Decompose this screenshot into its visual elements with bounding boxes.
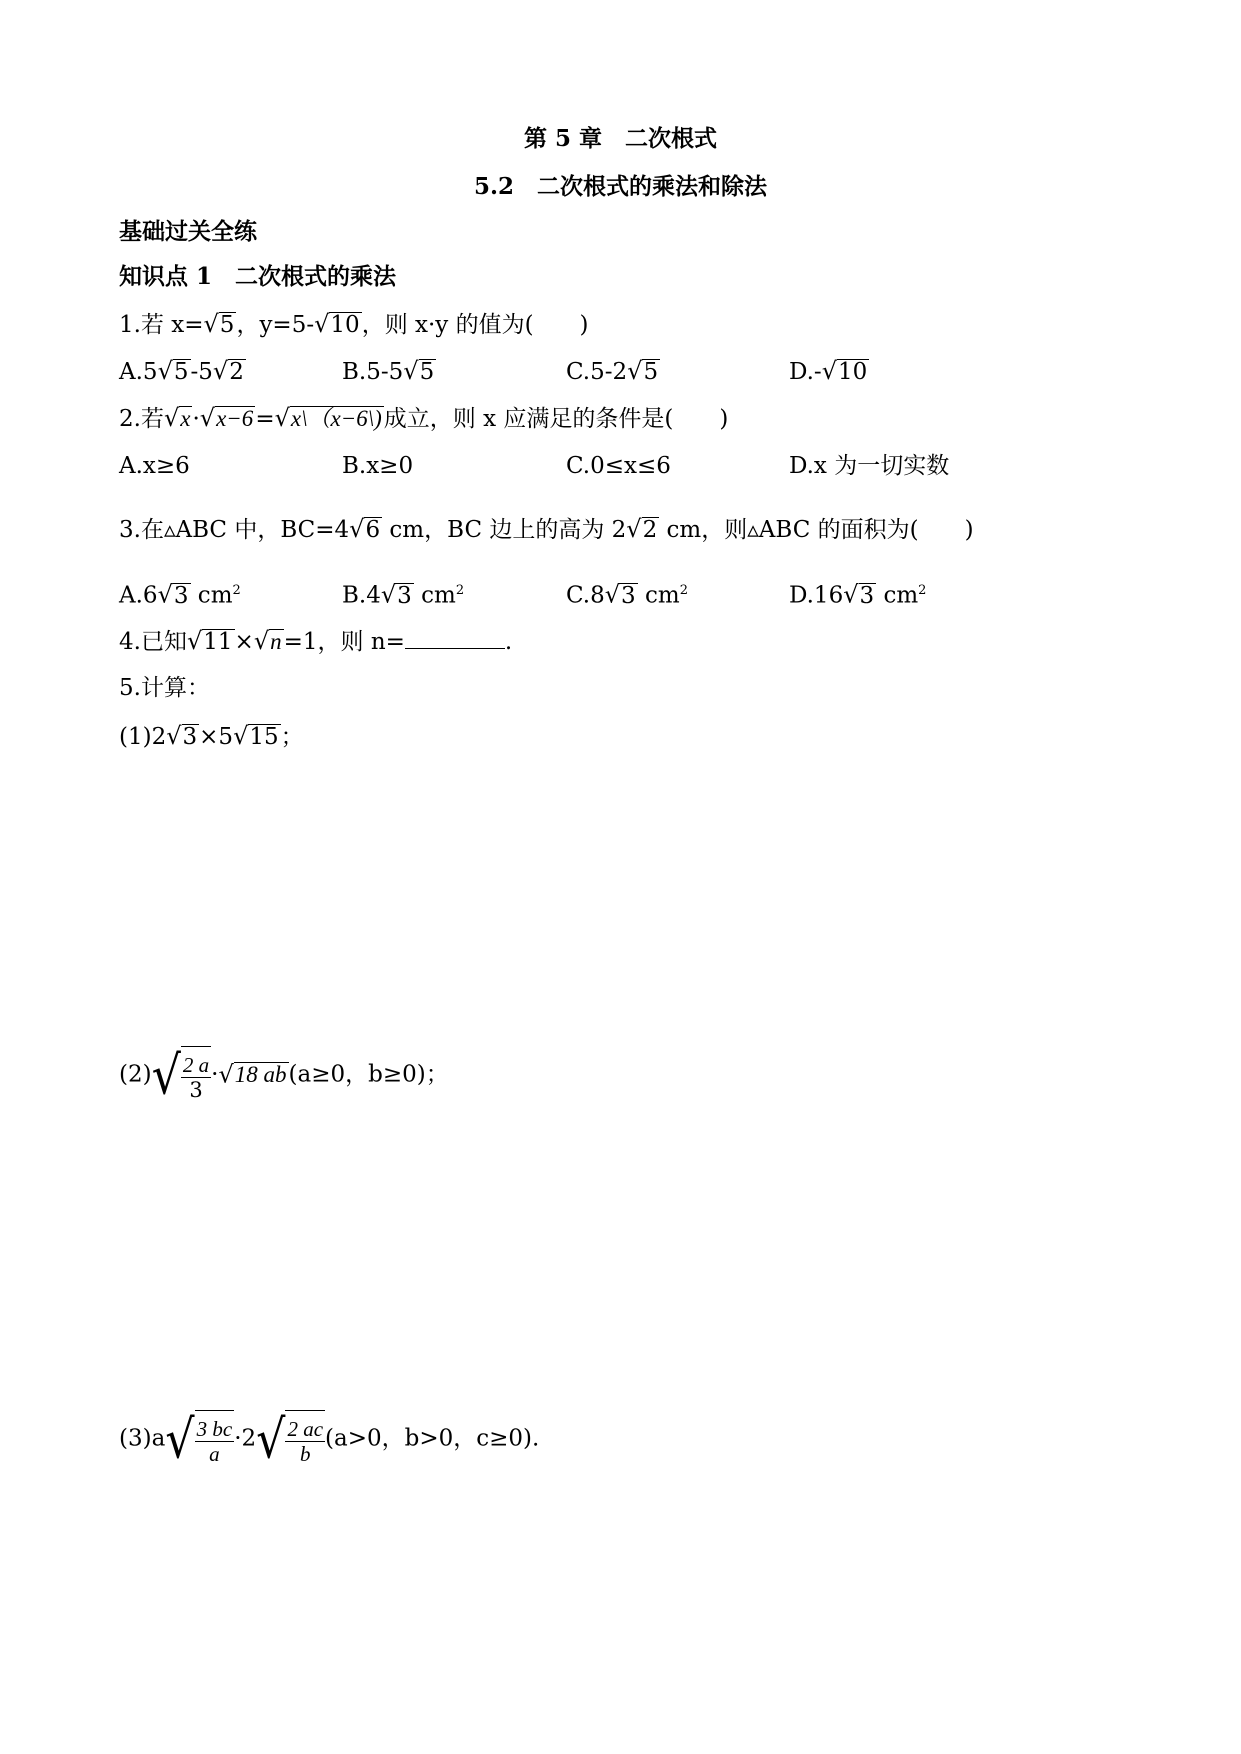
sqrt-icon: √ [253,627,270,655]
option-radicand: 5 [643,359,659,385]
q2-option-c: C.0≤x≤6 [566,453,671,479]
option-unit: cm [876,582,919,609]
part-text: ； [280,724,304,750]
numerator: 2 ac [287,1416,324,1441]
part-text: ×5 [199,724,234,750]
fraction [285,1417,325,1466]
fraction-radical [181,1046,211,1103]
option-text: D.- [789,359,822,385]
part-text: (a≥0，b≥0)； [288,1061,449,1088]
denominator: a [209,1441,220,1466]
option-text: C.5-2 [566,359,628,385]
q1-option-b [342,357,436,386]
superscript: 2 [455,583,465,598]
sqrt-icon: √ [314,310,330,338]
part-radicand: 3 [182,724,198,750]
sqrt-icon: √ [380,580,397,609]
option-text: D.16 [789,582,844,609]
q2-text: · [192,406,200,432]
q3-option-d [789,577,926,610]
q3-option-c [566,577,688,610]
sqrt-icon: √ [163,404,180,432]
superscript: 2 [679,583,688,598]
sqrt-icon: √ [203,310,219,338]
sqrt-icon: √ [627,357,643,385]
sqrt-icon: √ [821,357,837,385]
part-text: (a>0，b>0，c≥0). [325,1425,540,1452]
sqrt-icon: √ [157,357,173,385]
q5-part-1 [119,722,304,751]
superscript: 2 [918,583,927,598]
option-radicand: 5 [419,359,435,385]
q5-part-3 [119,1407,540,1470]
q1-text: 1.若 x= [119,312,204,338]
sqrt-icon: √ [233,722,249,750]
q5-part-2 [119,1043,449,1106]
numerator: 3 bc [196,1416,233,1441]
q3-text: cm，则▵ABC 的面积为( ) [659,517,974,543]
q1-text: ，y=5- [236,312,315,338]
sqrt-icon: √ [165,1407,195,1470]
exercise-heading: 基础过关全练 [119,218,257,245]
q4-radicand: 11 [203,629,233,655]
sqrt-icon: √ [218,1060,234,1089]
sqrt-icon: √ [212,357,229,385]
sqrt-icon: √ [403,357,419,385]
option-radicand: 3 [173,582,189,609]
superscript: 2 [232,583,241,598]
q3-option-a [119,577,241,610]
sqrt-icon: √ [151,1043,181,1106]
q2-text: 成立，则 x 应满足的条件是( ) [383,406,729,432]
option-radicand: 3 [397,582,412,609]
sqrt-icon: √ [256,1407,286,1470]
numerator: 2 a [182,1052,210,1077]
option-text: B.4 [342,582,381,609]
fraction-radical [195,1410,235,1467]
question-4 [119,626,512,656]
q4-radicand: n [270,629,282,654]
q2-text: 2.若 [119,406,164,432]
q3-option-b [342,577,464,610]
option-radicand: 5 [173,359,189,385]
q4-text: 4.已知 [119,629,187,655]
q3-radicand: 2 [642,517,658,543]
q2-option-d: D.x 为一切实数 [789,453,950,479]
part-text: · [211,1061,219,1088]
option-radicand: 3 [859,582,875,609]
option-text: A.6 [119,582,158,609]
q3-text: cm，BC 边上的高为 2 [382,517,627,543]
sqrt-icon: √ [186,627,203,655]
answer-blank[interactable] [405,626,505,649]
fraction [195,1417,235,1466]
part-text: (3)a [119,1425,166,1452]
question-5: 5.计算： [119,675,210,701]
q4-text: =1，则 n= [283,629,405,655]
option-text: A.5 [119,359,158,385]
q4-text: . [504,629,513,655]
sqrt-icon: √ [626,515,642,543]
q2-option-b: B.x≥0 [342,453,414,479]
knowledge-point-heading: 知识点 1 二次根式的乘法 [119,263,397,290]
sqrt-icon: √ [604,580,621,609]
q1-text: ，则 x·y 的值为( ) [361,312,589,338]
sqrt-icon: √ [843,580,859,609]
q1-radicand: 10 [330,312,360,338]
q2-radicand: x−6 [216,406,254,431]
section-subtitle: 5.2 二次根式的乘法和除法 [473,173,767,200]
question-1 [119,310,589,339]
q2-option-a: A.x≥6 [119,453,190,479]
q2-radicand: x [180,406,191,431]
sqrt-icon: √ [199,404,216,432]
q1-radicand: 5 [219,312,235,338]
option-radicand: 10 [838,359,868,385]
fraction [181,1053,211,1102]
q1-option-d [789,357,869,386]
q3-text: 3.在▵ABC 中，BC=4 [119,517,350,543]
q1-option-a [119,357,246,386]
part-text: (2) [119,1061,152,1088]
option-radicand: 2 [229,359,244,385]
option-unit: cm [190,582,233,609]
option-radicand: 3 [621,582,636,609]
option-text: B.5-5 [342,359,404,385]
part-radicand: 15 [249,724,279,750]
question-2 [119,404,728,433]
part-text: (1)2 [119,724,167,750]
option-text: -5 [190,359,213,385]
q4-text: × [234,629,254,655]
part-text: ·2 [234,1425,257,1452]
part-radicand: 18 ab [234,1062,287,1087]
q2-text: = [255,406,275,432]
question-3 [119,515,974,544]
option-unit: cm [637,582,680,609]
sqrt-icon: √ [166,722,182,750]
q3-radicand: 6 [365,517,381,543]
fraction-radical [285,1410,325,1467]
q2-radicand: x\（x−6\) [290,406,382,431]
sqrt-icon: √ [274,404,290,432]
sqrt-icon: √ [157,580,173,609]
q1-option-c [566,357,660,386]
option-text: C.8 [566,582,605,609]
chapter-title: 第 5 章 二次根式 [523,125,718,152]
sqrt-icon: √ [349,515,365,543]
denominator: 3 [189,1077,203,1102]
option-unit: cm [413,582,456,609]
denominator: b [299,1441,311,1466]
